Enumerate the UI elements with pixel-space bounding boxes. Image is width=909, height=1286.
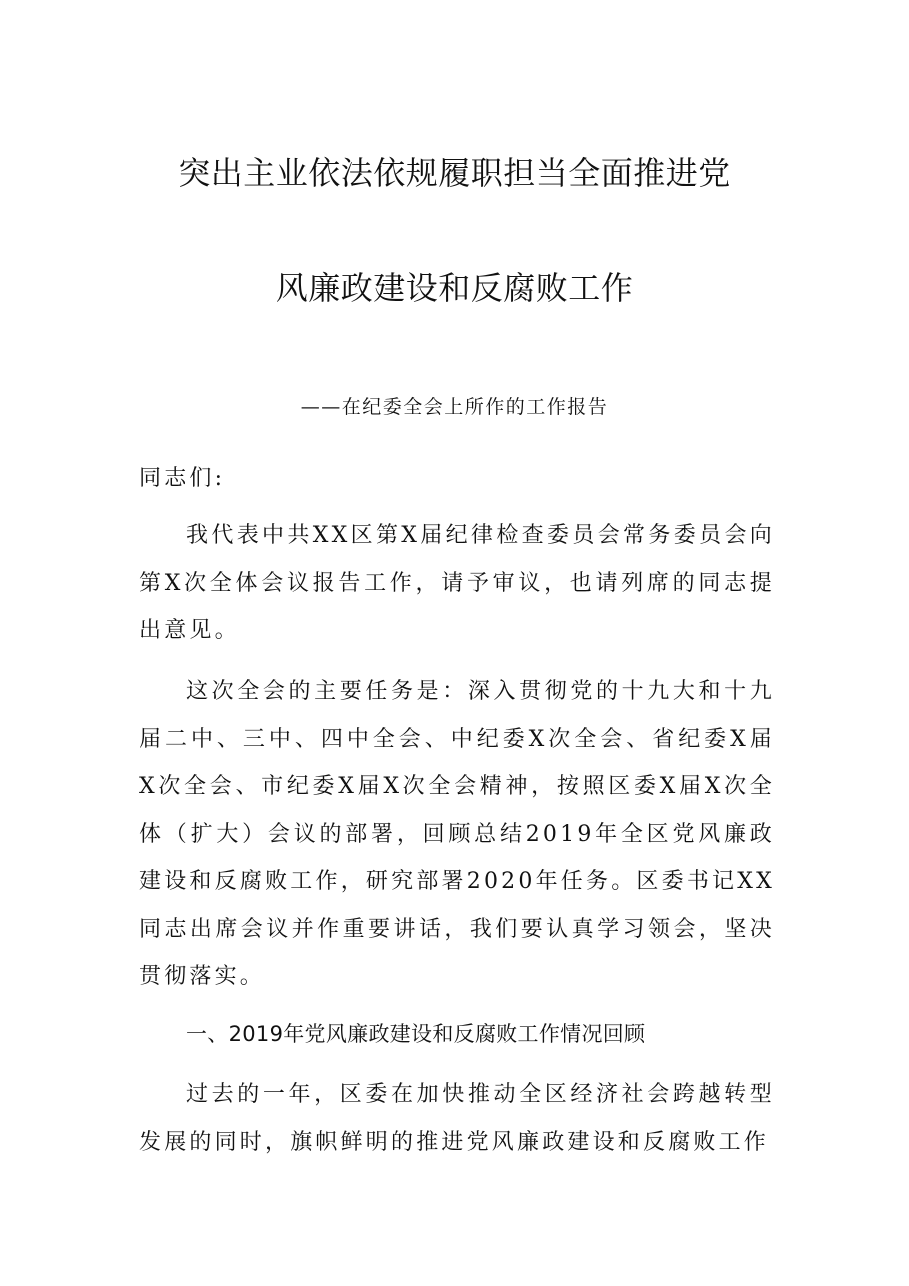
paragraph-2: 这次全会的主要任务是：深入贯彻党的十九大和十九届二中、三中、四中全会、中纪委X次全会、省纪委X届X次全会、市纪委X届X次全会精神，按照区委X届X次全体（扩大）会议的部署，回顾总结2019年全区党风廉政建设和反腐败工作，研究部署2020年任务。区委书记XX同志出席会议并作重要讲话，我们要认真学习领会，坚决贯彻落实。 (139, 679, 775, 989)
document-title-line-2: 风廉政建设和反腐败工作 (275, 269, 634, 307)
document-title-line-1: 突出主业依法依规履职担当全面推进党 (178, 154, 731, 192)
paragraph-3: 过去的一年，区委在加快推动全区经济社会跨越转型发展的同时，旗帜鲜明的推进党风廉政建设和反腐败工作 (139, 1082, 775, 1155)
section-heading-1: 一、2019年党风廉政建设和反腐败工作情况回顾 (186, 1022, 646, 1046)
document-subtitle: ——在纪委全会上所作的工作报告 (300, 396, 609, 418)
salutation: 同志们: (139, 466, 226, 491)
paragraph-1: 我代表中共XX区第X届纪律检查委员会常务委员会向第X次全体会议报告工作，请予审议，也请列席的同志提出意见。 (139, 523, 775, 643)
